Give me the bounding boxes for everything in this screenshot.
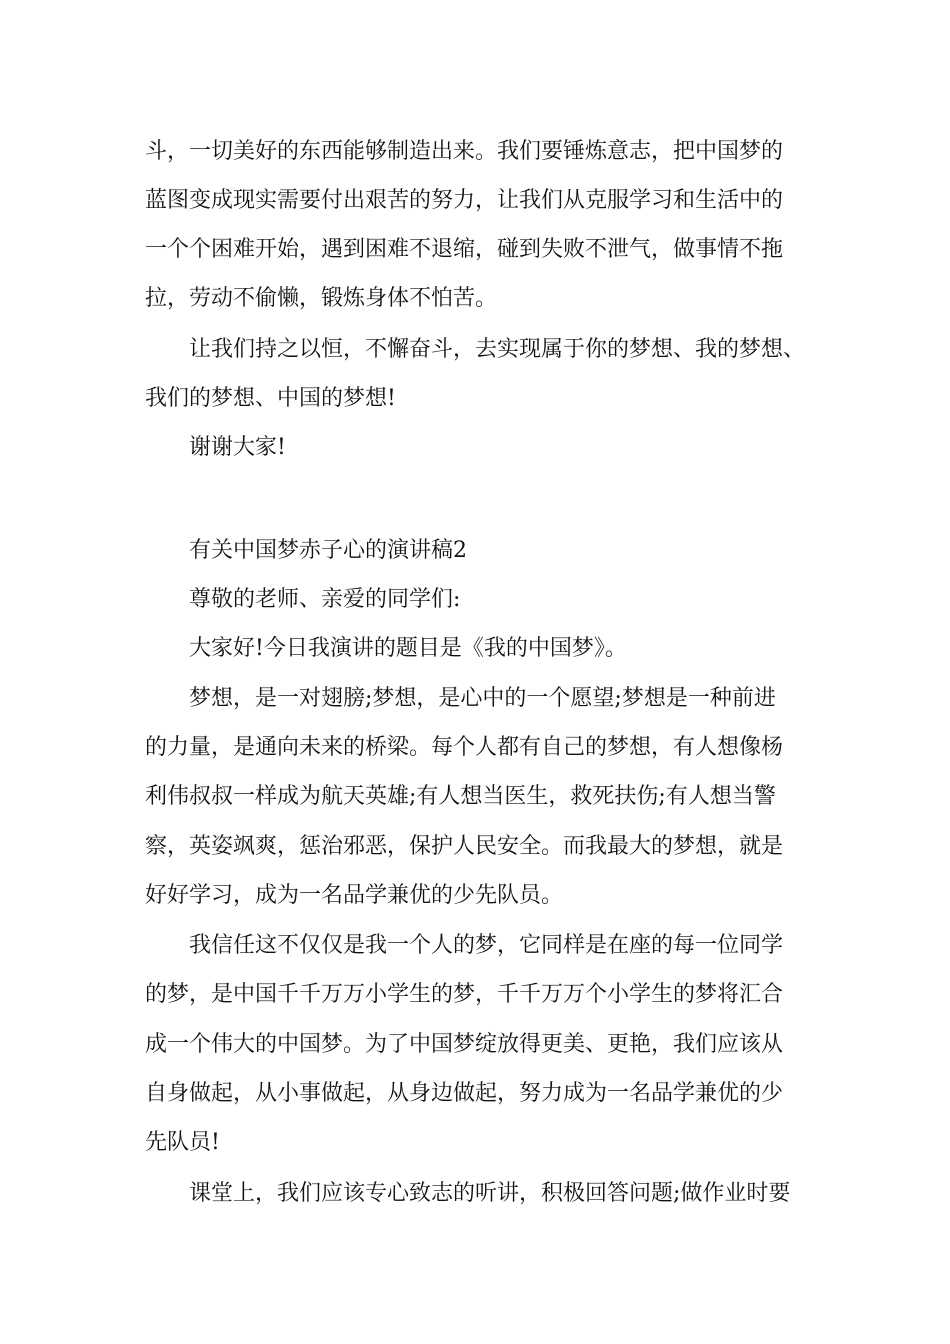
- paragraph-line: 蓝图变成现实需要付出艰苦的努力，让我们从克服学习和生活中的: [145, 188, 784, 213]
- paragraph-line: 斗，一切美好的东西能够制造出来。我们要锤炼意志，把中国梦的: [145, 139, 784, 164]
- paragraph-line: 我们的梦想、中国的梦想!: [145, 386, 396, 411]
- paragraph-line: 自身做起，从小事做起，从身边做起，努力成为一名品学兼优的少: [145, 1081, 784, 1106]
- paragraph-line: 课堂上，我们应该专心致志的听讲，积极回答问题;做作业时要: [189, 1181, 791, 1206]
- paragraph-line: 大家好!今日我演讲的题目是《我的中国梦》。: [189, 636, 627, 661]
- paragraph-line: 拉，劳动不偷懒，锻炼身体不怕苦。: [145, 286, 498, 311]
- paragraph-line: 好好学习，成为一名品学兼优的少先队员。: [145, 883, 564, 908]
- paragraph-line: 的梦，是中国千千万万小学生的梦，千千万万个小学生的梦将汇合: [145, 982, 784, 1007]
- section-title: 有关中国梦赤子心的演讲稿2: [189, 538, 467, 563]
- closing-line: 谢谢大家!: [189, 435, 286, 460]
- paragraph-line: 先队员!: [145, 1130, 220, 1155]
- salutation-line: 尊敬的老师、亲爱的同学们:: [189, 587, 461, 612]
- paragraph-line: 成一个伟大的中国梦。为了中国梦绽放得更美、更艳，我们应该从: [145, 1032, 784, 1057]
- paragraph-line: 梦想，是一对翅膀;梦想，是心中的一个愿望;梦想是一种前进: [189, 686, 776, 711]
- paragraph-line: 察，英姿飒爽，惩治邪恶，保护人民安全。而我最大的梦想，就是: [145, 834, 784, 859]
- paragraph-line: 一个个困难开始，遇到困难不退缩，碰到失败不泄气，做事情不拖: [145, 237, 784, 262]
- paragraph-line: 利伟叔叔一样成为航天英雄;有人想当医生，救死扶伤;有人想当警: [145, 784, 776, 809]
- paragraph-line: 的力量，是通向未来的桥梁。每个人都有自己的梦想，有人想像杨: [145, 735, 784, 760]
- paragraph-line: 我信任这不仅仅是我一个人的梦，它同样是在座的每一位同学: [189, 933, 784, 958]
- paragraph-line: 让我们持之以恒，不懈奋斗，去实现属于你的梦想、我的梦想、: [189, 337, 806, 362]
